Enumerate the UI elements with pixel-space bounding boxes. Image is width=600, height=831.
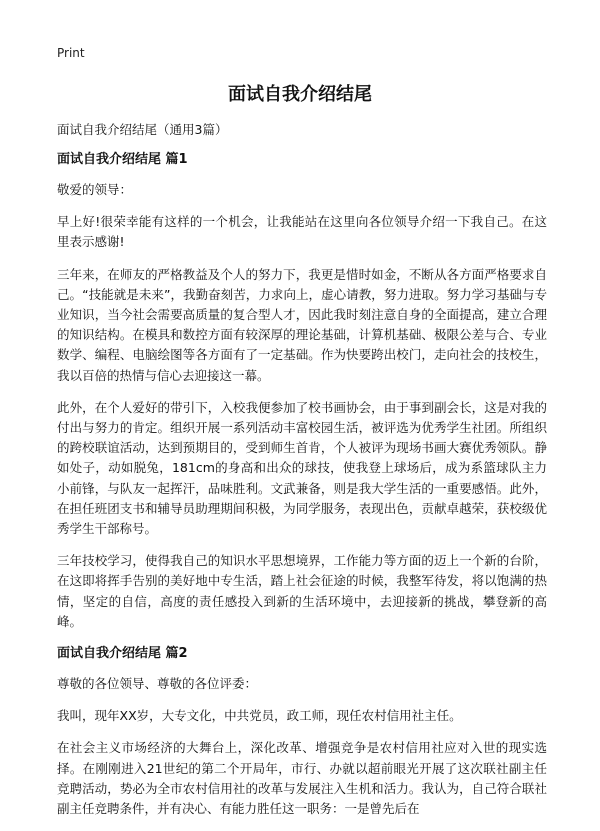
paragraph: 早上好!很荣幸能有这样的一个机会，让我能站在这里向各位领导介绍一下我自己。在这里表示感谢! — [57, 214, 547, 250]
paragraph: 尊敬的各位领导、尊敬的各位评委： — [57, 676, 258, 692]
paragraph: 三年来，在师友的严格教益及个人的努力下，我更是惜时如金，不断从各方面严格要求自己。“技能就是未来”，我勤奋刻苦，力求向上，虚心请教，努力进取。努力学习基础与专业知识，当今社会需要高质量的复合型人才，因此我时刻注意自身的全面提高，建立合理的知识结构。在模具和数控方面有较深厚的理论基础，计算机基础、极限公差与合、专业数学、编程、电脑绘图等各方面有了一定基础。作为快要跨出校门，走向社会的技校生，我以百倍的热情与信心去迎接这一幕。 — [57, 266, 547, 383]
section-heading-1: 面试自我介绍结尾 篇1 — [57, 152, 188, 167]
paragraph: 在社会主义市场经济的大舞台上，深化改革、增强竞争是农村信用社应对入世的现实选择。在刚刚进入21世纪的第二个开局年，市行、办就以超前眼光开展了这次联社副主任竞聘活动，势必为全市农村信用社的改革与发展注入生机和活力。我认为，自己符合联社副主任竞聘条件，并有决心、有能力胜任这一职务：一是曾先后在 — [57, 740, 547, 817]
paragraph: 此外，在个人爱好的带引下，入校我便参加了校书画协会，由于事到副会长，这是对我的付出与努力的肯定。组织开展一系列活动丰富校园生活，被评选为优秀学生社团。所组织的跨校联谊活动，达到预期目的，受到师生首肯，个人被评为现场书画大赛优秀领队。静如处子，动如脱兔，181cm的身高和出众的球技，使我登上球场后，成为系篮球队主力小前锋，与队友一起挥汗，品味胜利。文武兼备，则是我大学生活的一重要感悟。此外，在担任班团支书和辅导员助理期间积极，为同学服务，表现出色，贡献卓越荣，获校级优秀学生干部称号。 — [57, 399, 547, 537]
print-link[interactable]: Print — [57, 46, 85, 60]
document-body — [57, 120, 547, 831]
paragraph: 三年技校学习，使得我自己的知识水平思想境界，工作能力等方面的迈上一个新的台阶，在这即将挥手告别的美好地中专生活，踏上社会征途的时候，我整军待发，将以饱满的热情，坚定的自信，高度的责任感投入到新的生活环境中，去迎接新的挑战，攀登新的高峰。 — [57, 553, 547, 629]
section-heading-2: 面试自我介绍结尾 篇2 — [57, 646, 188, 662]
document-subtitle: 面试自我介绍结尾（通用3篇） — [57, 122, 228, 137]
paragraph: 我叫，现年XX岁，大专文化，中共党员，政工师，现任农村信用社主任。 — [57, 708, 462, 724]
paragraph: 敬爱的领导： — [57, 182, 133, 197]
page-title: 面试自我介绍结尾 — [228, 84, 372, 105]
